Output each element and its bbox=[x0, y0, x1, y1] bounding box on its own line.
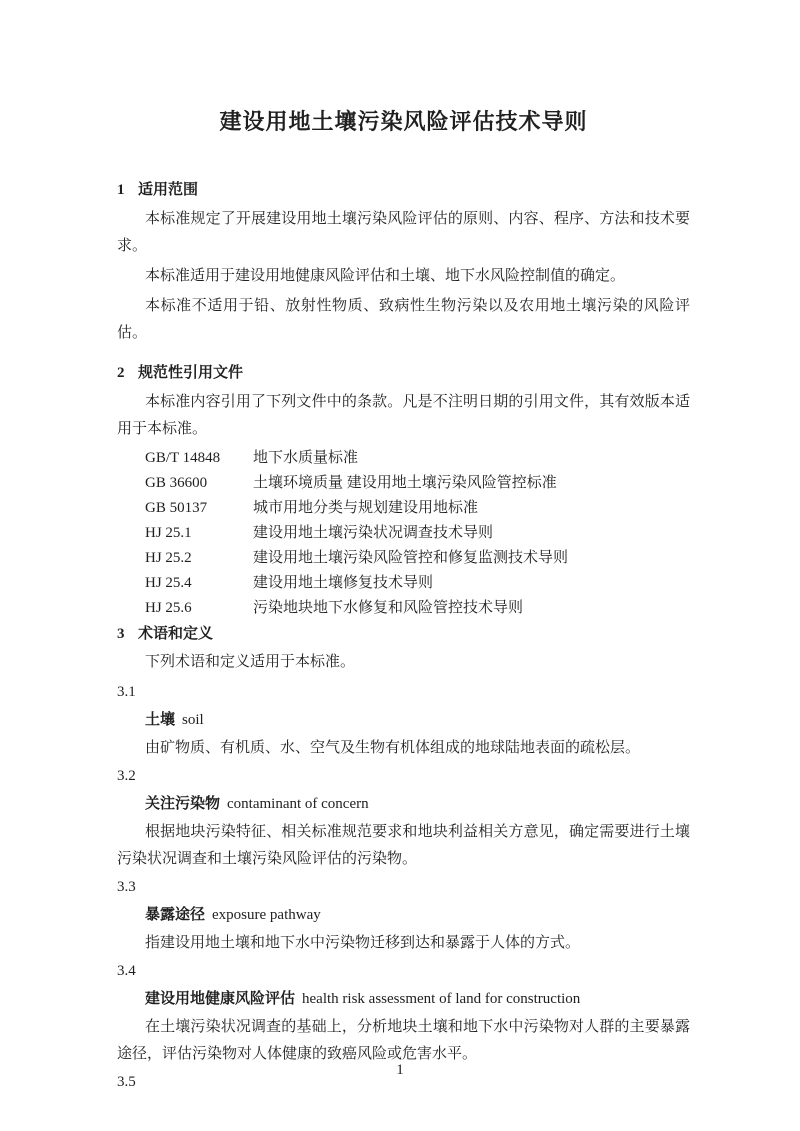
term-definition-3-3 bbox=[117, 874, 690, 957]
term-definition-3-4 bbox=[117, 958, 690, 1068]
term-name-zh: 关注污染物 bbox=[145, 796, 221, 812]
reference-title: 污染地块地下水修复和风险管控技术导则 bbox=[253, 600, 524, 616]
section-heading-scope bbox=[117, 180, 690, 200]
reference-code: HJ 25.1 bbox=[145, 525, 192, 541]
reference-code: HJ 25.6 bbox=[145, 600, 192, 616]
section-number: 1 bbox=[117, 182, 125, 198]
reference-title: 土壤环境质量 建设用地土壤污染风险管控标准 bbox=[253, 475, 557, 491]
term-definition-text: 在土壤污染状况调查的基础上，分析地块土壤和地下水中污染物对人群的主要暴露途径，评估污染物对人体健康的致癌风险或危害水平。 bbox=[117, 1019, 690, 1062]
reference-code: HJ 25.4 bbox=[145, 575, 192, 591]
reference-item bbox=[117, 446, 690, 471]
reference-item bbox=[117, 496, 690, 521]
reference-code: GB/T 14848 bbox=[145, 450, 221, 466]
reference-title: 建设用地土壤修复技术导则 bbox=[253, 575, 434, 591]
section-number: 3 bbox=[117, 626, 125, 642]
term-number: 3.2 bbox=[117, 768, 136, 784]
term-number: 3.3 bbox=[117, 879, 136, 895]
term-name bbox=[117, 791, 690, 818]
section-number: 2 bbox=[117, 365, 125, 381]
section-scope bbox=[117, 180, 690, 347]
reference-item bbox=[117, 571, 690, 596]
term-definition-3-2 bbox=[117, 763, 690, 873]
section-terms bbox=[117, 624, 690, 1096]
document-title: 建设用地土壤污染风险评估技术导则 bbox=[219, 109, 588, 134]
term-definition-text: 根据地块污染特征、相关标准规范要求和地块利益相关方意见，确定需要进行土壤污染状况调查和土壤污染风险评估的污染物。 bbox=[117, 824, 690, 867]
reference-item bbox=[117, 521, 690, 546]
term-name-zh: 土壤 bbox=[145, 712, 176, 728]
section-heading-label: 规范性引用文件 bbox=[138, 365, 244, 381]
terms-intro: 下列术语和定义适用于本标准。 bbox=[145, 654, 356, 670]
reference-code: GB 36600 bbox=[145, 475, 208, 491]
reference-list bbox=[117, 446, 690, 621]
term-name-zh: 建设用地健康风险评估 bbox=[145, 991, 296, 1007]
paragraph: 本标准规定了开展建设用地土壤污染风险评估的原则、内容、程序、方法和技术要求。 bbox=[117, 211, 690, 254]
section-heading-terms bbox=[117, 624, 690, 644]
reference-item bbox=[117, 471, 690, 496]
section-scope-body bbox=[117, 206, 690, 347]
term-name bbox=[117, 707, 690, 734]
reference-item bbox=[117, 596, 690, 621]
term-name-en: soil bbox=[182, 712, 204, 728]
term-name-en: exposure pathway bbox=[212, 907, 321, 923]
section-heading-label: 术语和定义 bbox=[138, 626, 214, 642]
reference-title: 建设用地土壤污染风险管控和修复监测技术导则 bbox=[253, 550, 569, 566]
paragraph: 本标准适用于建设用地健康风险评估和土壤、地下水风险控制值的确定。 bbox=[145, 268, 626, 284]
term-number: 3.5 bbox=[117, 1074, 136, 1090]
reference-title: 城市用地分类与规划建设用地标准 bbox=[253, 500, 479, 516]
term-name-en: contaminant of concern bbox=[227, 796, 369, 812]
reference-title: 建设用地土壤污染状况调查技术导则 bbox=[253, 525, 494, 541]
paragraph: 本标准不适用于铅、放射性物质、致病性生物污染以及农用地土壤污染的风险评估。 bbox=[117, 298, 690, 341]
term-definition-text: 指建设用地土壤和地下水中污染物迁移到达和暴露于人体的方式。 bbox=[145, 935, 581, 951]
term-name-zh: 暴露途径 bbox=[145, 907, 206, 923]
reference-code: HJ 25.2 bbox=[145, 550, 192, 566]
section-heading-references bbox=[117, 363, 690, 383]
term-number: 3.1 bbox=[117, 684, 136, 700]
term-name bbox=[117, 986, 690, 1013]
page-number: 1 bbox=[396, 1062, 404, 1078]
reference-title: 地下水质量标准 bbox=[253, 450, 359, 466]
reference-code: GB 50137 bbox=[145, 500, 208, 516]
reference-item bbox=[117, 546, 690, 571]
term-name bbox=[117, 902, 690, 929]
references-intro: 本标准内容引用了下列文件中的条款。凡是不注明日期的引用文件，其有效版本适用于本标准。 bbox=[117, 394, 690, 437]
term-definition-3-1 bbox=[117, 679, 690, 762]
term-definition-text: 由矿物质、有机质、水、空气及生物有机体组成的地球陆地表面的疏松层。 bbox=[145, 740, 641, 756]
section-heading-label: 适用范围 bbox=[138, 182, 199, 198]
section-references bbox=[117, 363, 690, 621]
term-name-en: health risk assessment of land for construction bbox=[302, 991, 581, 1007]
term-number: 3.4 bbox=[117, 963, 136, 979]
